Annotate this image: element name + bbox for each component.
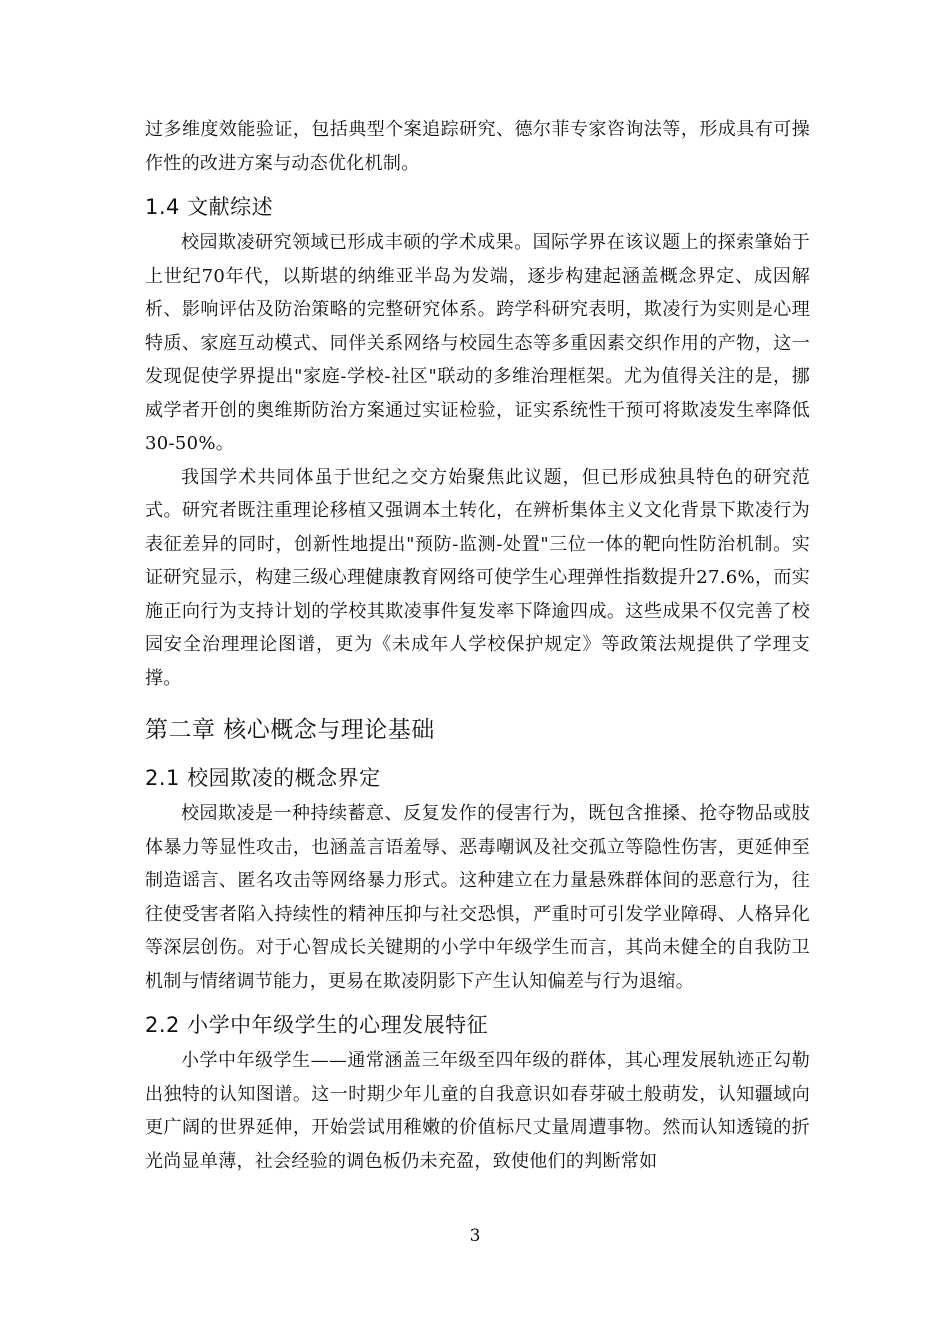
chapter-heading-2: 第二章 核心概念与理论基础: [145, 717, 435, 743]
intro-paragraph: 过多维度效能验证，包括典型个案追踪研究、德尔菲专家咨询法等，形成具有可操作性的改进方案与动态优化机制。: [145, 119, 810, 174]
section-2-2-paragraph: 小学中年级学生——通常涵盖三年级至四年级的群体，其心理发展轨迹正勾勒出独特的认知图谱。这一时期少年儿童的自我意识如春芽破土般萌发，认知疆域向更广阔的世界延伸，开始尝试用稚嫩的价值标尺丈量周遭事物。然而认知透镜的折光尚显单薄，社会经验的调色板仍未充盈，致使他们的判断常如: [145, 1050, 810, 1172]
page-number: 3: [469, 1226, 481, 1246]
section-1-4-paragraph: 我国学术共同体虽于世纪之交方始聚焦此议题，但已形成独具特色的研究范式。研究者既注重理论移植又强调本土转化，在辨析集体主义文化背景下欺凌行为表征差异的同时，创新性地提出"预防-监测-处置"三位一体的靶向性防治机制。实证研究显示，构建三级心理健康教育网络可使学生心理弹性指数提升27.6%，而实施正向行为支持计划的学校其欺凌事件复发率下降逾四成。这些成果不仅完善了校园安全治理理论图谱，更为《未成年人学校保护规定》等政策法规提供了学理支撑。: [145, 466, 810, 689]
section-1-4-paragraph: 校园欺凌研究领域已形成丰硕的学术成果。国际学界在该议题上的探索肇始于上世纪70年代，以斯堪的纳维亚半岛为发端，逐步构建起涵盖概念界定、成因解析、影响评估及防治策略的完整研究体系。跨学科研究表明，欺凌行为实则是心理特质、家庭互动模式、同伴关系网络与校园生态等多重因素交织作用的产物，这一发现促使学界提出"家庭-学校-社区"联动的多维治理框架。尤为值得关注的是，挪威学者开创的奥维斯防治方案通过实证检验，证实系统性干预可将欺凌发生率降低30-50%。: [145, 232, 810, 454]
page-body: [145, 113, 810, 1178]
section-heading-1-4: 1.4 文献综述: [145, 195, 274, 219]
section-2-1-paragraph: 校园欺凌是一种持续蓄意、反复发作的侵害行为，既包含推搡、抢夺物品或肢体暴力等显性攻击，也涵盖言语羞辱、恶毒嘲讽及社交孤立等隐性伤害，更延伸至制造谣言、匿名攻击等网络暴力形式。这种建立在力量悬殊群体间的恶意行为，往往使受害者陷入持续性的精神压抑与社交恐惧，严重时可引发学业障碍、人格异化等深层创伤。对于心智成长关键期的小学中年级学生而言，其尚未健全的自我防卫机制与情绪调节能力，更易在欺凌阴影下产生认知偏差与行为退缩。: [145, 803, 810, 992]
section-heading-2-1: 2.1 校园欺凌的概念界定: [145, 766, 381, 790]
section-heading-2-2: 2.2 小学中年级学生的心理发展特征: [145, 1013, 489, 1037]
